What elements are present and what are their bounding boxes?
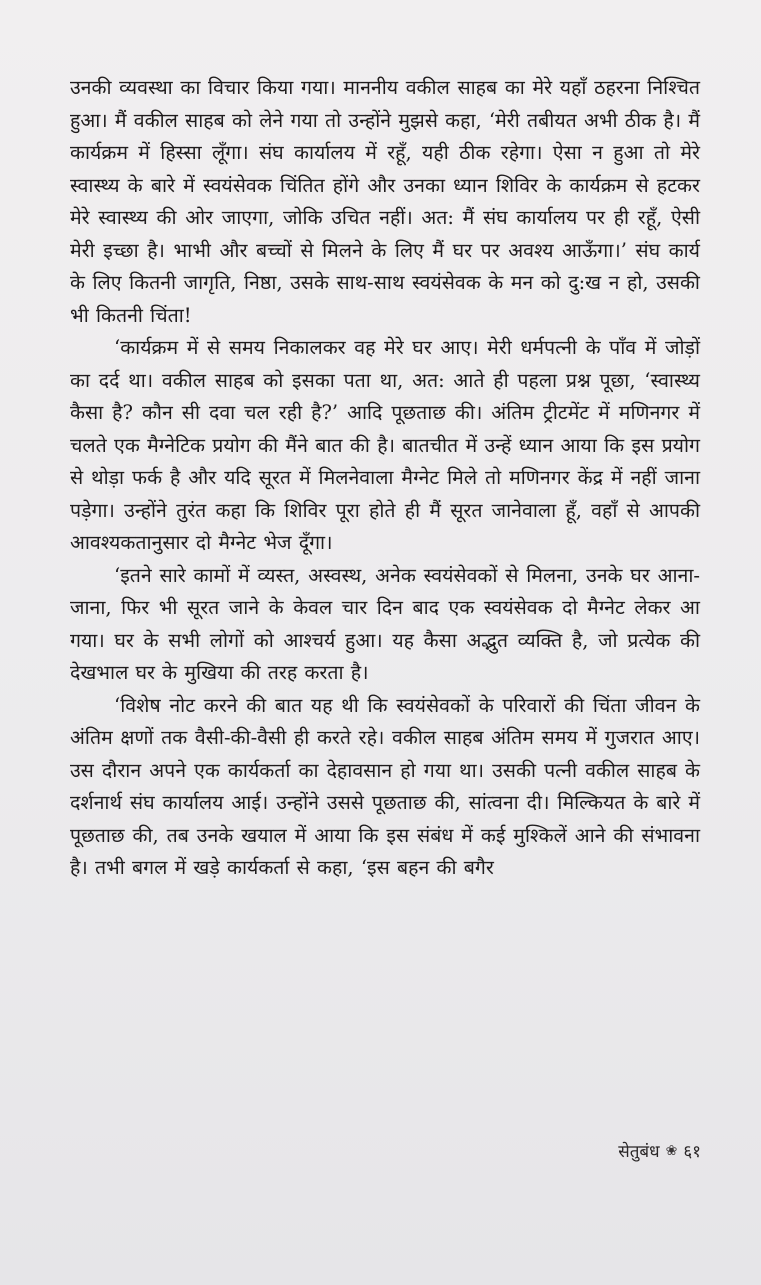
page-footer: [618, 1139, 701, 1162]
body-text: [70, 72, 700, 885]
book-title: सेतुबंध: [618, 1142, 660, 1162]
paragraph-3: ‘इतने सारे कामों में व्यस्त, अस्वस्थ, अनेक स्वयंसेवकों से मिलना, उनके घर आना-जाना, फिर भी सूरत जाने के केवल चार दिन बाद एक स्वयंसेवक दो मैग्नेट लेकर आ गया। घर के सभी लोगों को आश्चर्य हुआ। यह कैसा अद्भुत व्यक्ति है, जो प्रत्येक की देखभाल घर के मुखिया की तरह करता है।: [70, 563, 700, 684]
paragraph-2: ‘कार्यक्रम में से समय निकालकर वह मेरे घर आए। मेरी धर्मपत्नी के पाँव में जोड़ों का दर्द था। वकील साहब को इसका पता था, अत: आते ही पहला प्रश्न पूछा, ‘स्वास्थ्य कैसा है? कौन सी दवा चल रही है?’ आदि पूछताछ की। अंतिम ट्रीटमेंट में मणिनगर में चलते एक मैग्नेटिक प्रयोग की मैंने बात की है। बातचीत में उन्हें ध्यान आया कि इस प्रयोग से थोड़ा फर्क है और यदि सूरत में मिलनेवाला मैग्नेट मिले तो मणिनगर केंद्र में नहीं जाना पड़ेगा। उन्होंने तुरंत कहा कि शिविर पूरा होते ही मैं सूरत जानेवाला हूँ, वहाँ से आपकी आवश्यकतानुसार दो मैग्नेट भेज दूँगा।: [70, 336, 700, 554]
flower-ornament-icon: ❀: [665, 1142, 678, 1159]
paragraph-1: उनकी व्यवस्था का विचार किया गया। माननीय वकील साहब का मेरे यहाँ ठहरना निश्चित हुआ। मैं वकील साहब को लेने गया तो उन्होंने मुझसे कहा, ‘मेरी तबीयत अभी ठीक है। मैं कार्यक्रम में हिस्सा लूँगा। संघ कार्यालय में रहूँ, यही ठीक रहेगा। ऐसा न हुआ तो मेरे स्वास्थ्य के बारे में स्वयंसेवक चिंतित होंगे और उनका ध्यान शिविर के कार्यक्रम से हटकर मेरे स्वास्थ्य की ओर जाएगा, जोकि उचित नहीं। अत: मैं संघ कार्यालय पर ही रहूँ, ऐसी मेरी इच्छा है। भाभी और बच्चों से मिलने के लिए मैं घर पर अवश्य आऊँगा।’ संघ कार्य के लिए कितनी जागृति, निष्ठा, उसके साथ-साथ स्वयंसेवक के मन को दु:ख न हो, उसकी भी कितनी चिंता!: [70, 76, 700, 327]
page-number: ६१: [683, 1142, 701, 1162]
paragraph-4: ‘विशेष नोट करने की बात यह थी कि स्वयंसेवकों के परिवारों की चिंता जीवन के अंतिम क्षणों तक वैसी-की-वैसी ही करते रहे। वकील साहब अंतिम समय में गुजरात आए। उस दौरान अपने एक कार्यकर्ता का देहावसान हो गया था। उसकी पत्नी वकील साहब के दर्शनार्थ संघ कार्यालय आई। उन्होंने उससे पूछताछ की, सांत्वना दी। मिल्कियत के बारे में पूछताछ की, तब उनके खयाल में आया कि इस संबंध में कई मुश्किलें आने की संभावना है। तभी बगल में खड़े कार्यकर्ता से कहा, ‘इस बहन की बगैर: [70, 693, 700, 879]
